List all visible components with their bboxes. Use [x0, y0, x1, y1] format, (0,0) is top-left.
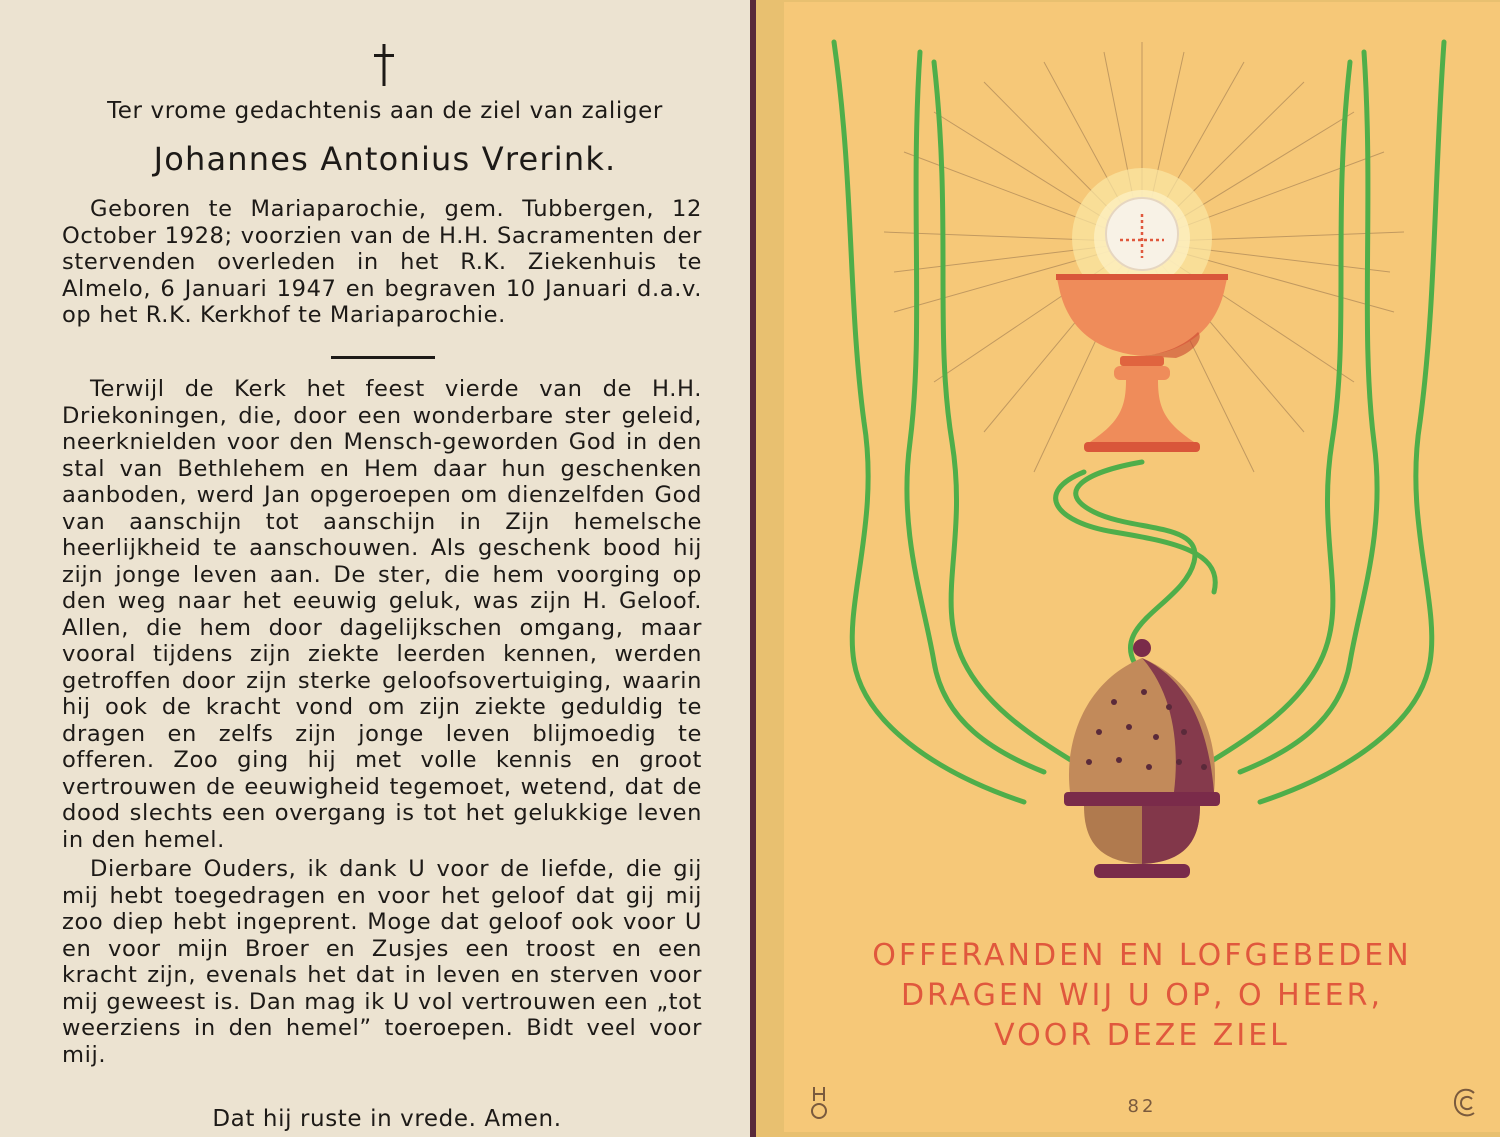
farewell-paragraph: [62, 856, 702, 1068]
deceased-name: Johannes Antonius Vrerink.: [153, 140, 617, 178]
intro-line: Ter vrome gedachtenis aan de ziel van zaliger: [107, 98, 663, 124]
chalice: [1056, 274, 1228, 452]
cross-icon: [372, 44, 396, 86]
verse-line-1: OFFERANDEN EN LOFGEBEDEN: [872, 938, 1412, 973]
verse-line-2: DRAGEN WIJ U OP, O HEER,: [900, 978, 1384, 1013]
birth-text: Geboren te Mariaparochie, gem. Tubbergen, 12 October 1928; voorzien van de H.H. Sacramenten der stervenden overleden in het R.K. Ziekenhuis te Almelo, 6 Januari 1947 en begraven 10 Januari d.a.v. op het R.K. Kerkhof te Mariaparochie.: [62, 196, 702, 328]
card-frame: [756, 0, 1500, 1137]
eulogy-paragraph: [62, 376, 702, 853]
divider: [331, 356, 435, 359]
farewell-text: Dierbare Ouders, ik dank U voor de liefde, die gij mij hebt toegedragen en voor het geloof dat gij mij zoo diep hebt ingeprent. Moge dat geloof ook voor U en voor mijn Broer en Zusjes een troost en een kracht zijn, evenals het dat in leven en sterven voor mij geweest is. Dan mag ik U vol vertrouwen een „tot weerziens in den hemel” toeroepen. Bidt veel voor mij.: [62, 856, 702, 1068]
eulogy-text: Terwijl de Kerk het feest vierde van de H.H. Driekoningen, die, door een wonderbare ster geleid, neerknielden voor den Mensch-geworden God in den stal van Bethlehem en Hem daar hun geschenken aanboden, werd Jan opgeroepen om dienzelfden God van aanschijn tot aanschijn in Zijn hemelsche heerlijkheid te aanschouwen. Als geschenk bood hij zijn jonge leven aan. De ster, die hem voorging op den weg naar het eeuwig geluk, was zijn H. Geloof. Allen, die hem door dagelijkschen omgang, maar vooral tijdens zijn ziekte leerden kennen, werden getroffen door zijn sterke geloofsovertuiging, waarin hij ook de kracht vond om zijn ziekte geduldig te dragen en zelfs zijn jonge leven blijmoedig te offeren. Zoo ging hij met volle kennis en groot vertrouwen de eeuwigheid tegemoet, wetend, dat de dood slechts een overgang is tot het gelukkige leven in den hemel.: [62, 376, 702, 853]
picture-side: [750, 0, 1500, 1137]
censer: [1064, 639, 1220, 878]
devotional-card: [784, 2, 1500, 1132]
card-number: 82: [1127, 1096, 1157, 1117]
closing-line: Dat hij ruste in vrede. Amen.: [212, 1106, 562, 1132]
chalice-censer-illustration: [784, 2, 1500, 922]
birth-paragraph: [62, 196, 702, 329]
verse-line-3: VOOR DEZE ZIEL: [994, 1018, 1290, 1053]
verse: [784, 936, 1500, 1056]
publisher-mark-icon: [1450, 1085, 1480, 1121]
